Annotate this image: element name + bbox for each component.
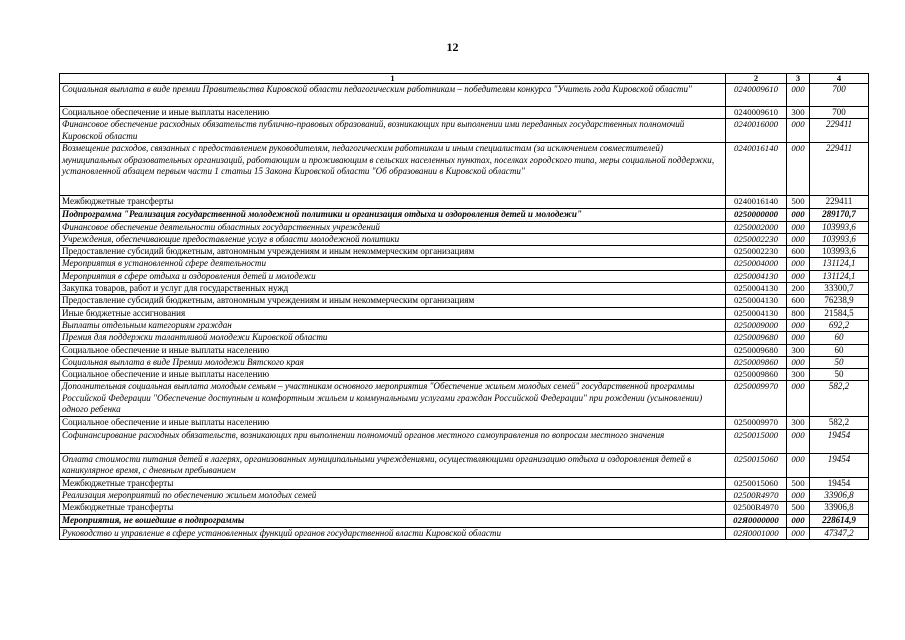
- row-sum-cell: 228614,9: [810, 514, 869, 527]
- row-sum-cell: 582,2: [810, 381, 869, 417]
- row-name-cell: Социальная выплата в виде Премии молодежи Вятского края: [60, 356, 726, 368]
- row-vr-cell: 000: [787, 270, 810, 282]
- row-name-cell: Иные бюджетные ассигнования: [60, 307, 726, 319]
- row-name-cell: Мероприятия, не вошедшие в подпрограммы: [60, 514, 726, 527]
- row-code-cell: 0240016000: [726, 119, 787, 143]
- row-name-cell: Премия для поддержки талантливой молодежи Кировской области: [60, 332, 726, 344]
- row-code-cell: 0240016140: [726, 143, 787, 196]
- table-row: [60, 246, 869, 258]
- table-row: [60, 429, 869, 453]
- row-vr-cell: 200: [787, 283, 810, 295]
- row-vr-cell: 000: [787, 119, 810, 143]
- row-code-cell: 0250009970: [726, 417, 787, 429]
- table-row: [60, 221, 869, 233]
- page-number: 12: [446, 40, 459, 54]
- table-row: [60, 417, 869, 429]
- row-code-cell: 02Я0000000: [726, 514, 787, 527]
- row-vr-cell: 000: [787, 527, 810, 539]
- table-row: [60, 270, 869, 282]
- row-vr-cell: 300: [787, 417, 810, 429]
- row-vr-cell: 000: [787, 332, 810, 344]
- row-name-cell: Предоставление субсидий бюджетным, автономным учреждениям и иным некоммерческим организациям: [60, 295, 726, 307]
- row-vr-cell: 300: [787, 107, 810, 119]
- table-row: [60, 307, 869, 319]
- row-name-cell: Социальное обеспечение и иные выплаты населению: [60, 369, 726, 381]
- row-name-cell: Возмещение расходов, связанных с предоставлением руководителям, педагогическим работникам и иным специалистам (за исключением совместителей) муниципальных образовательных организаций, работающим и проживающим в сельских населенных пунктах, поселках городского типа, меры социальной поддержки, установленной абзацем первым части 1 статьи 15 Закона Кировской области "Об образовании в Кировской области": [60, 143, 726, 196]
- row-sum-cell: 103993,6: [810, 246, 869, 258]
- row-sum-cell: 229411: [810, 119, 869, 143]
- table-row: [60, 283, 869, 295]
- row-sum-cell: 60: [810, 332, 869, 344]
- row-sum-cell: 33906,8: [810, 502, 869, 514]
- row-vr-cell: 500: [787, 502, 810, 514]
- row-sum-cell: 131124,1: [810, 258, 869, 270]
- table-row: [60, 344, 869, 356]
- row-sum-cell: 60: [810, 344, 869, 356]
- row-sum-cell: 700: [810, 107, 869, 119]
- row-vr-cell: 500: [787, 196, 810, 208]
- row-vr-cell: 000: [787, 514, 810, 527]
- row-code-cell: 0250015000: [726, 429, 787, 453]
- row-vr-cell: 800: [787, 307, 810, 319]
- row-vr-cell: 000: [787, 233, 810, 245]
- row-code-cell: 0240016140: [726, 196, 787, 208]
- row-vr-cell: 300: [787, 369, 810, 381]
- row-code-cell: 02Я0001000: [726, 527, 787, 539]
- row-name-cell: Софинансирование расходных обязательств, возникающих при выполнении полномочий органов местного самоуправления по вопросам местного значения: [60, 429, 726, 453]
- table-row: [60, 208, 869, 221]
- row-sum-cell: 103993,6: [810, 233, 869, 245]
- row-sum-cell: 21584,5: [810, 307, 869, 319]
- row-name-cell: Оплата стоимости питания детей в лагерях, организованных муниципальными учреждениями, осуществляющими организацию отдыха и оздоровления детей в каникулярное время, с дневным пребыванием: [60, 453, 726, 477]
- row-vr-cell: 000: [787, 490, 810, 502]
- row-name-cell: Финансовое обеспечение деятельности областных государственных учреждений: [60, 221, 726, 233]
- row-vr-cell: 000: [787, 319, 810, 331]
- row-code-cell: 0250002000: [726, 221, 787, 233]
- row-code-cell: 0240009610: [726, 84, 787, 107]
- row-name-cell: Закупка товаров, работ и услуг для государственных нужд: [60, 283, 726, 295]
- row-vr-cell: 600: [787, 295, 810, 307]
- row-sum-cell: 19454: [810, 453, 869, 477]
- table-row: [60, 453, 869, 477]
- row-code-cell: 0250015060: [726, 477, 787, 489]
- row-sum-cell: 76238,9: [810, 295, 869, 307]
- row-vr-cell: 000: [787, 143, 810, 196]
- row-vr-cell: 600: [787, 246, 810, 258]
- table-row: [60, 502, 869, 514]
- table-row: [60, 332, 869, 344]
- table-row: [60, 381, 869, 417]
- row-sum-cell: 19454: [810, 477, 869, 489]
- header-col-1: 1: [60, 74, 726, 84]
- table-row: [60, 356, 869, 368]
- table-row: [60, 258, 869, 270]
- table-row: [60, 119, 869, 143]
- row-vr-cell: 000: [787, 221, 810, 233]
- table-row: [60, 369, 869, 381]
- row-sum-cell: 692,2: [810, 319, 869, 331]
- row-code-cell: 02500R4970: [726, 502, 787, 514]
- row-sum-cell: 50: [810, 356, 869, 368]
- row-code-cell: 0250015060: [726, 453, 787, 477]
- row-name-cell: Межбюджетные трансферты: [60, 477, 726, 489]
- row-code-cell: 0250009680: [726, 344, 787, 356]
- row-name-cell: Предоставление субсидий бюджетным, автономным учреждениям и иным некоммерческим организациям: [60, 246, 726, 258]
- row-sum-cell: 19454: [810, 429, 869, 453]
- row-name-cell: Дополнительная социальная выплата молодым семьям – участникам основного мероприятия "Обеспечение жильем молодых семей" государственной программы Российской Федерации "Обеспечение доступным и комфортным жильем и коммунальными услугами граждан Российской Федерации" при рождении (усыновлении) одного ребенка: [60, 381, 726, 417]
- row-vr-cell: 000: [787, 381, 810, 417]
- row-code-cell: 0240009610: [726, 107, 787, 119]
- header-col-3: 3: [787, 74, 810, 84]
- row-vr-cell: 000: [787, 429, 810, 453]
- row-sum-cell: 50: [810, 369, 869, 381]
- table-row: [60, 295, 869, 307]
- row-sum-cell: 229411: [810, 196, 869, 208]
- row-name-cell: Межбюджетные трансферты: [60, 196, 726, 208]
- row-vr-cell: 500: [787, 477, 810, 489]
- table-row: [60, 477, 869, 489]
- row-code-cell: 0250004000: [726, 258, 787, 270]
- header-col-4: 4: [810, 74, 869, 84]
- row-name-cell: Социальное обеспечение и иные выплаты населению: [60, 417, 726, 429]
- row-sum-cell: 700: [810, 84, 869, 107]
- row-code-cell: 0250004130: [726, 307, 787, 319]
- table-row: [60, 196, 869, 208]
- row-code-cell: 0250004130: [726, 283, 787, 295]
- table-row: [60, 84, 869, 107]
- row-code-cell: 0250009860: [726, 356, 787, 368]
- row-sum-cell: 33300,7: [810, 283, 869, 295]
- row-name-cell: Руководство и управление в сфере установленных функций органов государственной власти Кировской области: [60, 527, 726, 539]
- row-sum-cell: 33906,8: [810, 490, 869, 502]
- row-name-cell: Социальное обеспечение и иные выплаты населению: [60, 344, 726, 356]
- row-code-cell: 0250009860: [726, 369, 787, 381]
- row-code-cell: 0250002230: [726, 246, 787, 258]
- table-row: [60, 319, 869, 331]
- row-sum-cell: 103993,6: [810, 221, 869, 233]
- row-name-cell: Финансовое обеспечение расходных обязательств публично-правовых образований, возникающих при выполнении ими переданных государственных полномочий Кировской области: [60, 119, 726, 143]
- table-row: [60, 233, 869, 245]
- row-code-cell: 0250009970: [726, 381, 787, 417]
- table-row: [60, 490, 869, 502]
- row-sum-cell: 289170,7: [810, 208, 869, 221]
- row-code-cell: 0250009000: [726, 319, 787, 331]
- table-header-row: [60, 74, 869, 84]
- header-col-2: 2: [726, 74, 787, 84]
- table-row: [60, 143, 869, 196]
- row-sum-cell: 229411: [810, 143, 869, 196]
- row-name-cell: Мероприятия в сфере отдыха и оздоровления детей и молодежи: [60, 270, 726, 282]
- row-vr-cell: 000: [787, 208, 810, 221]
- row-sum-cell: 131124,1: [810, 270, 869, 282]
- row-name-cell: Реализация мероприятий по обеспечению жильем молодых семей: [60, 490, 726, 502]
- row-name-cell: Подпрограмма "Реализация государственной молодежной политики и организация отдыха и оздоровления детей и молодежи": [60, 208, 726, 221]
- row-code-cell: 0250004130: [726, 295, 787, 307]
- row-name-cell: Мероприятия в установленной сфере деятельности: [60, 258, 726, 270]
- row-vr-cell: 000: [787, 84, 810, 107]
- row-code-cell: 0250009680: [726, 332, 787, 344]
- row-name-cell: Социальное обеспечение и иные выплаты населению: [60, 107, 726, 119]
- table-row: [60, 107, 869, 119]
- row-sum-cell: 47347,2: [810, 527, 869, 539]
- row-code-cell: 0250004130: [726, 270, 787, 282]
- row-code-cell: 0250002230: [726, 233, 787, 245]
- row-vr-cell: 300: [787, 344, 810, 356]
- row-name-cell: Выплаты отдельным категориям граждан: [60, 319, 726, 331]
- budget-table: [59, 73, 869, 540]
- row-code-cell: 0250000000: [726, 208, 787, 221]
- table-row: [60, 514, 869, 527]
- row-name-cell: Учреждения, обеспечивающие предоставление услуг в области молодежной политики: [60, 233, 726, 245]
- row-vr-cell: 000: [787, 258, 810, 270]
- row-vr-cell: 000: [787, 453, 810, 477]
- table-row: [60, 527, 869, 539]
- row-name-cell: Межбюджетные трансферты: [60, 502, 726, 514]
- row-name-cell: Социальная выплата в виде премии Правительства Кировской области педагогическим работникам – победителям конкурса "Учитель года Кировской области": [60, 84, 726, 107]
- row-code-cell: 02500R4970: [726, 490, 787, 502]
- row-sum-cell: 582,2: [810, 417, 869, 429]
- row-vr-cell: 000: [787, 356, 810, 368]
